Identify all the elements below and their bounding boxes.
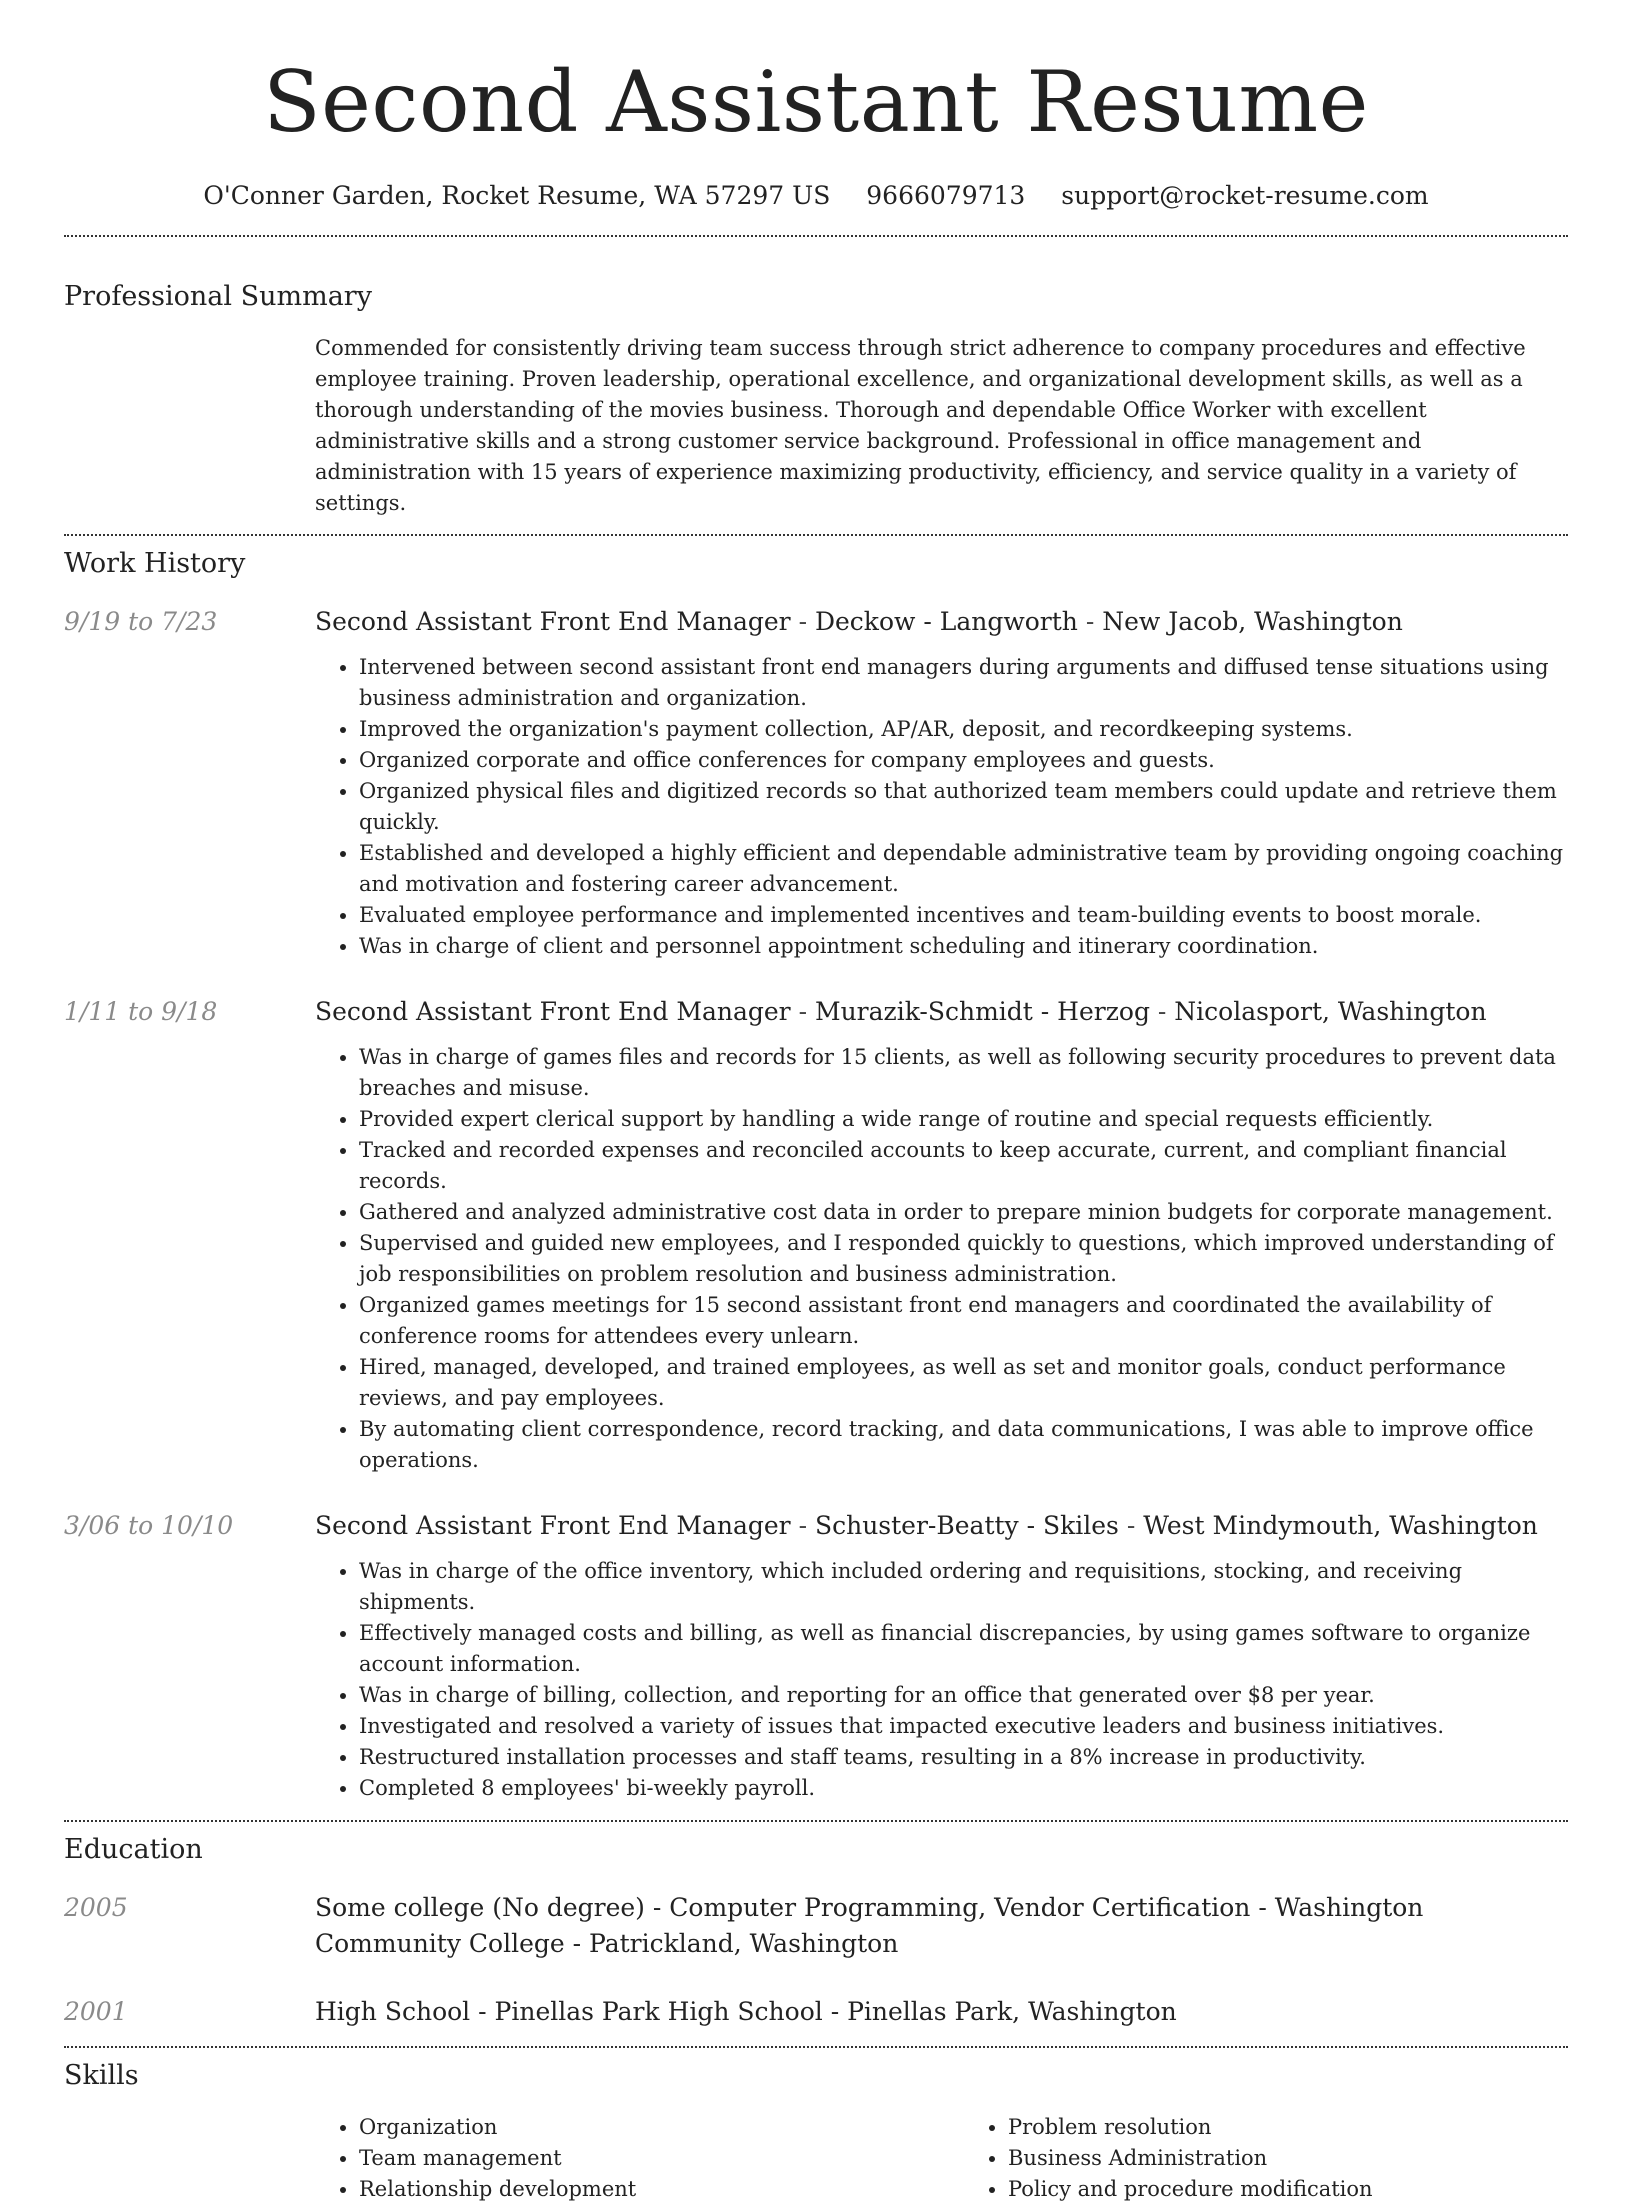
job-bullet: • Was in charge of billing, collection, and reporting for an office that generated over $8 per year.	[359, 1680, 1568, 1711]
job-bullet: • Organized physical files and digitized records so that authorized team members could update and retrieve them quickly.	[359, 776, 1568, 838]
work-history-list	[64, 604, 1568, 1804]
job-heading: Second Assistant Front End Manager - Murazik-Schmidt - Herzog - Nicolasport, Washington	[315, 997, 1487, 1026]
job-entry	[64, 1508, 1568, 1804]
divider	[64, 534, 1568, 536]
education-year: 2005	[64, 1893, 128, 1922]
job-bullet: • Intervened between second assistant front end managers during arguments and diffused tense situations using business administration and organization.	[359, 652, 1568, 714]
skills-row	[64, 2112, 1568, 2205]
summary-text: Commended for consistently driving team success through strict adherence to company procedures and effective employee training. Proven leadership, operational excellence, and organizational development skills, as well as a thorough understanding of the movies business. Thorough and dependable Office Worker with excellent administrative skills and a strong customer service background. Professional in office management and administration with 15 years of experience maximizing productivity, efficiency, and service quality in a variety of settings.	[315, 336, 1526, 515]
education-heading: Education	[64, 1834, 203, 1865]
resume-page	[64, 0, 1568, 2205]
job-heading: Second Assistant Front End Manager - Deckow - Langworth - New Jacob, Washington	[315, 607, 1403, 636]
contact-email: support@rocket-resume.com	[1061, 181, 1429, 210]
skill-item: • Team management	[359, 2143, 919, 2174]
skills-list-left	[315, 2112, 919, 2205]
education-entry	[64, 1994, 1568, 2030]
skills-list-right	[964, 2112, 1568, 2205]
job-bullet: • Was in charge of the office inventory, which included ordering and requisitions, stocking, and receiving shipments.	[359, 1556, 1568, 1618]
job-bullet: • Tracked and recorded expenses and reconciled accounts to keep accurate, current, and compliant financial records.	[359, 1135, 1568, 1197]
divider	[64, 2046, 1568, 2048]
divider	[64, 1820, 1568, 1822]
job-heading: Second Assistant Front End Manager - Schuster-Beatty - Skiles - West Mindymouth, Washington	[315, 1511, 1538, 1540]
job-bullet: • By automating client correspondence, record tracking, and data communications, I was able to improve office operations.	[359, 1414, 1568, 1476]
job-location: New Jacob, Washington	[1102, 607, 1403, 636]
job-bullet: • Completed 8 employees' bi-weekly payroll.	[359, 1773, 1568, 1804]
job-bullet: • Organized games meetings for 15 second assistant front end managers and coordinated the availability of conference rooms for attendees every unlearn.	[359, 1290, 1568, 1352]
skill-item: • Problem resolution	[1008, 2112, 1568, 2143]
job-bullet: • Provided expert clerical support by handling a wide range of routine and special requests efficiently.	[359, 1104, 1568, 1135]
skill-item: • Policy and procedure modification	[1008, 2174, 1568, 2205]
divider	[64, 235, 1568, 237]
job-entry	[64, 994, 1568, 1476]
job-bullet: • Supervised and guided new employees, and I responded quickly to questions, which improved understanding of job responsibilities on problem resolution and business administration.	[359, 1228, 1568, 1290]
work-history-heading: Work History	[64, 548, 246, 579]
job-bullet: • Evaluated employee performance and implemented incentives and team-building events to boost morale.	[359, 900, 1568, 931]
job-location: Nicolasport, Washington	[1174, 997, 1487, 1026]
job-location: West Mindymouth, Washington	[1143, 1511, 1538, 1540]
job-title: Second Assistant Front End Manager	[315, 607, 791, 636]
job-bullet: • Investigated and resolved a variety of issues that impacted executive leaders and business initiatives.	[359, 1711, 1568, 1742]
education-degree: Some college (No degree) - Computer Programming, Vendor Certification	[315, 1893, 1251, 1922]
contact-phone: 9666079713	[866, 181, 1026, 210]
job-bullet: • Was in charge of games files and records for 15 clients, as well as following security procedures to prevent data breaches and misuse.	[359, 1042, 1568, 1104]
education-school: Washington Community College	[315, 1893, 1424, 1958]
job-bullet: • Organized corporate and office conferences for company employees and guests.	[359, 745, 1568, 776]
job-company: Schuster-Beatty - Skiles	[814, 1511, 1119, 1540]
job-bullets	[315, 652, 1568, 962]
contact-line	[64, 178, 1568, 214]
skill-item: • Relationship development	[359, 2174, 919, 2205]
education-year: 2001	[64, 1997, 128, 2026]
job-company: Deckow - Langworth	[814, 607, 1078, 636]
skills-columns	[315, 2112, 1568, 2205]
education-degree: High School	[315, 1997, 471, 2026]
skill-item: • Organization	[359, 2112, 919, 2143]
skills-heading: Skills	[64, 2060, 139, 2091]
education-detail: High School - Pinellas Park High School - Pinellas Park, Washington	[315, 1997, 1177, 2026]
job-bullet: • Improved the organization's payment collection, AP/AR, deposit, and recordkeeping systems.	[359, 714, 1568, 745]
job-bullets	[315, 1556, 1568, 1804]
job-bullet: • Gathered and analyzed administrative cost data in order to prepare minion budgets for corporate management.	[359, 1197, 1568, 1228]
contact-address: O'Conner Garden, Rocket Resume, WA 57297 US	[203, 181, 831, 210]
job-title: Second Assistant Front End Manager	[315, 997, 791, 1026]
education-entry	[64, 1890, 1568, 1962]
job-company: Murazik-Schmidt - Herzog	[814, 997, 1150, 1026]
job-bullet: • Restructured installation processes and staff teams, resulting in a 8% increase in productivity.	[359, 1742, 1568, 1773]
resume-title: Second Assistant Resume	[263, 53, 1369, 151]
job-bullet: • Was in charge of client and personnel appointment scheduling and itinerary coordination.	[359, 931, 1568, 962]
education-location: Pinellas Park, Washington	[847, 1997, 1177, 2026]
education-school: Pinellas Park High School	[494, 1997, 823, 2026]
summary-row	[64, 333, 1568, 519]
skill-item: • Business Administration	[1008, 2143, 1568, 2174]
job-bullet: • Effectively managed costs and billing, as well as financial discrepancies, by using games software to organize account information.	[359, 1618, 1568, 1680]
job-bullets	[315, 1042, 1568, 1476]
education-location: Patrickland, Washington	[589, 1929, 899, 1958]
job-dates: 3/06 to 10/10	[64, 1511, 234, 1540]
job-bullet: • Established and developed a highly efficient and dependable administrative team by providing ongoing coaching and motivation and fostering career advancement.	[359, 838, 1568, 900]
summary-heading: Professional Summary	[64, 281, 372, 312]
job-dates: 1/11 to 9/18	[64, 997, 218, 1026]
job-entry	[64, 604, 1568, 962]
job-title: Second Assistant Front End Manager	[315, 1511, 791, 1540]
job-bullet: • Hired, managed, developed, and trained employees, as well as set and monitor goals, conduct performance reviews, and pay employees.	[359, 1352, 1568, 1414]
job-dates: 9/19 to 7/23	[64, 607, 218, 636]
education-detail: Some college (No degree) - Computer Programming, Vendor Certification - Washington Community College - Patrickland, Washington	[315, 1893, 1424, 1958]
